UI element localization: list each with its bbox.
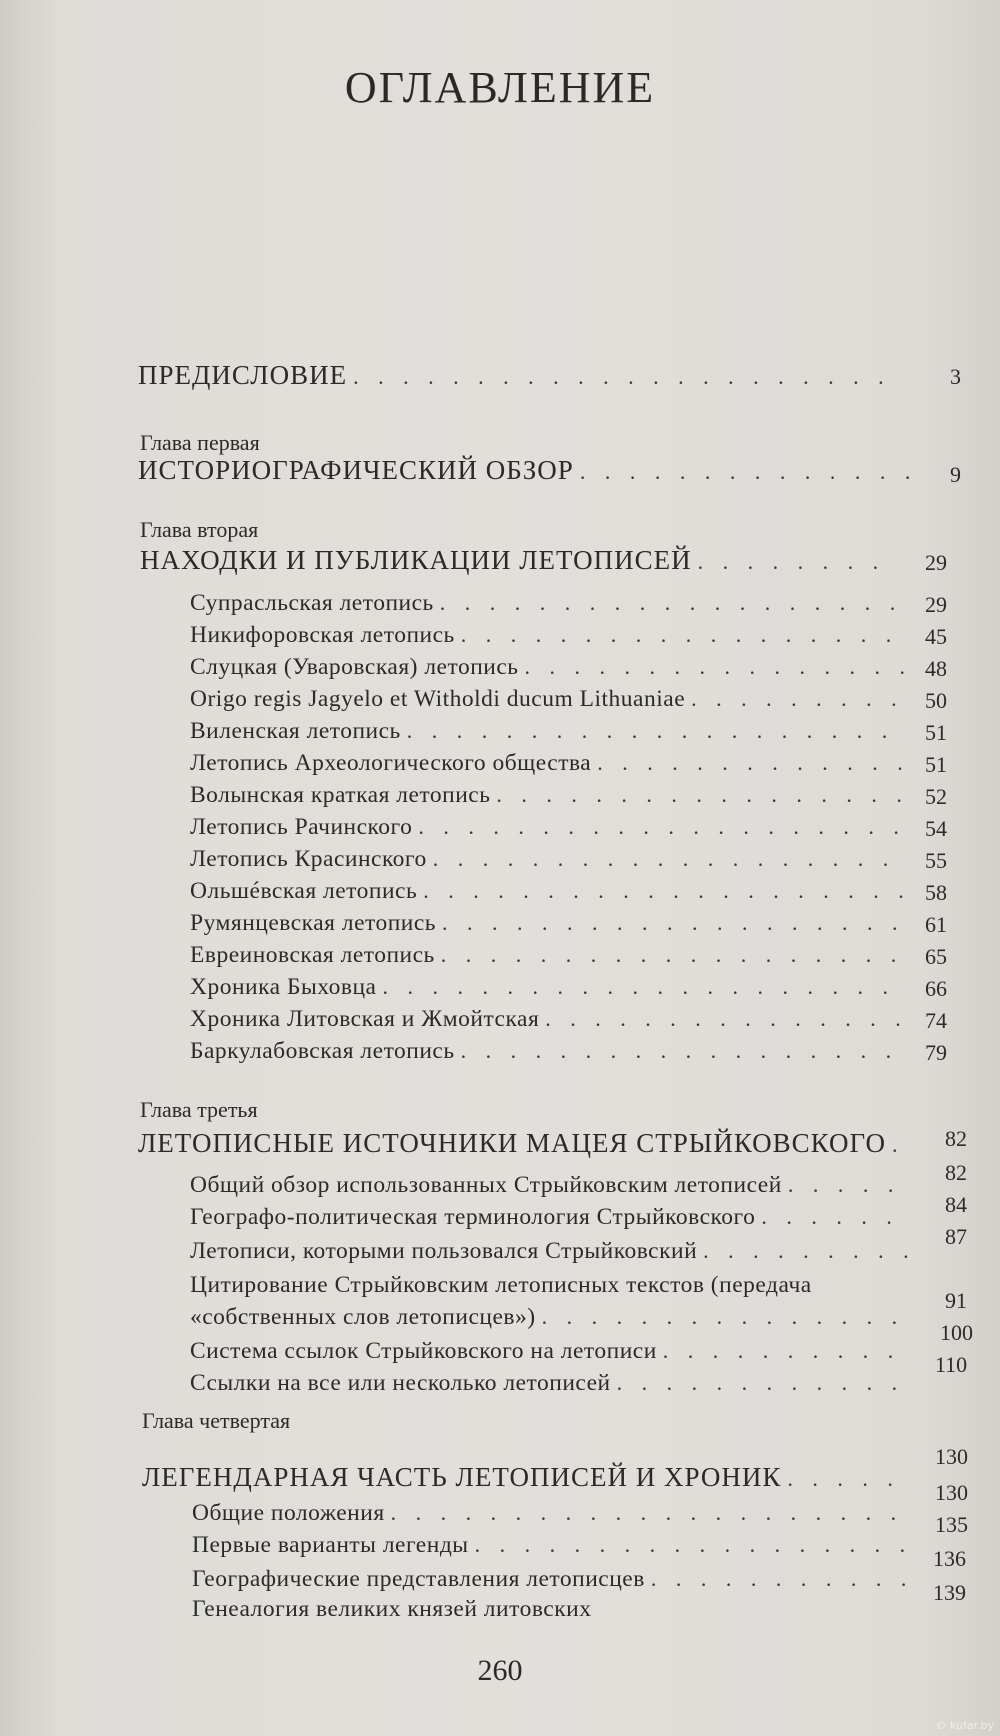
toc-entry-label: Первые варианты легенды (192, 1532, 469, 1558)
leader-dots (703, 1238, 909, 1264)
leader-dots (391, 1500, 906, 1526)
toc-entry-label: Общий обзор использованных Стрыйковским летописей (190, 1172, 782, 1198)
toc-entry (190, 1172, 915, 1199)
toc-entry-page: 58 (925, 880, 947, 905)
toc-entry-page: 91 (945, 1288, 967, 1313)
toc-entry (190, 814, 910, 841)
toc-entry-label: Географо-политическая терминология Стрыйковского (190, 1204, 756, 1230)
leader-dots (698, 549, 894, 575)
toc-entry (190, 1338, 915, 1365)
toc-entry-page: 54 (925, 816, 947, 841)
toc-entry-page: 136 (933, 1546, 966, 1571)
watermark: © kufar.by (935, 1719, 994, 1732)
leader-dots (496, 782, 904, 808)
toc-entry (190, 686, 910, 713)
toc-entry (190, 942, 910, 969)
chapter-label: Глава третья (140, 1097, 258, 1122)
toc-entry (190, 910, 910, 937)
leader-dots (892, 1132, 912, 1158)
toc-entry-page: 135 (935, 1512, 968, 1537)
leader-dots (461, 1038, 904, 1064)
toc-entry-label: Летопись Рачинского (190, 814, 413, 840)
toc-entry (190, 1304, 915, 1331)
chapter-label: Глава первая (140, 430, 260, 455)
chapter-title-row (138, 1128, 918, 1159)
toc-entry-label: Хроника Литовская и Жмойтская (190, 1006, 540, 1032)
leader-dots (407, 718, 904, 744)
toc-entry-page: 79 (925, 1040, 947, 1065)
toc-entry-label: Летопись Красинского (190, 846, 427, 872)
leader-dots (580, 459, 927, 485)
toc-entry (190, 654, 910, 681)
chapter-title: НАХОДКИ И ПУБЛИКАЦИИ ЛЕТОПИСЕЙ (140, 545, 692, 575)
leader-dots (442, 910, 904, 936)
leader-dots (418, 814, 904, 840)
toc-entry-label: Летопись Археологического общества (190, 750, 592, 776)
toc-entry-label: Виленская летопись (190, 718, 401, 744)
toc-entry (190, 782, 910, 809)
toc-preface-label: ПРЕДИСЛОВИЕ (138, 360, 348, 390)
leader-dots (475, 1532, 906, 1558)
leader-dots (433, 846, 904, 872)
toc-entry (190, 590, 910, 617)
toc-entry-label: Ольшéвская летопись (190, 878, 418, 904)
toc-entry-label: Баркулабовская летопись (190, 1038, 455, 1064)
toc-entry (190, 1038, 910, 1065)
toc-entry-page: 55 (925, 848, 947, 873)
leader-dots (382, 974, 904, 1000)
chapter-title-row (140, 545, 900, 576)
toc-entry-label: Волынская краткая летопись (190, 782, 491, 808)
leader-dots (663, 1338, 909, 1364)
toc-entry-page: 52 (925, 784, 947, 809)
toc-entry-label: Супрасльская летопись (190, 590, 434, 616)
toc-entry (190, 622, 910, 649)
toc-entry-page: 45 (925, 624, 947, 649)
toc-entry-page: 29 (925, 592, 947, 617)
leader-dots (761, 1204, 909, 1230)
chapter-page: 130 (935, 1444, 968, 1469)
toc-entry-label: Хроника Быховца (190, 974, 377, 1000)
toc-entry (190, 1370, 915, 1397)
toc-entry (190, 750, 910, 777)
chapter-label: Глава вторая (140, 517, 259, 542)
toc-entry-line: Цитирование Стрыйковским летописных текстов (передача (190, 1272, 812, 1298)
toc-entry-page: 74 (925, 1008, 947, 1033)
leader-dots (597, 750, 904, 776)
leader-dots (525, 654, 905, 680)
leader-dots (545, 1006, 904, 1032)
chapter-title: ЛЕГЕНДАРНАЯ ЧАСТЬ ЛЕТОПИСЕЙ И ХРОНИК (142, 1462, 782, 1492)
toc-entry-page: 65 (925, 944, 947, 969)
toc-entry-page: 51 (925, 720, 947, 745)
leader-dots (691, 686, 904, 712)
toc-entry-page: 139 (933, 1580, 966, 1605)
page-number: 260 (477, 1654, 523, 1687)
toc-entry-page: 130 (935, 1480, 968, 1505)
toc-entry (190, 718, 910, 745)
toc-entry (190, 1204, 915, 1231)
leader-dots (651, 1566, 906, 1592)
leader-dots (423, 878, 904, 904)
leader-dots (542, 1304, 909, 1330)
toc-entry (190, 1006, 910, 1033)
toc-entry-page: 48 (925, 656, 947, 681)
toc-preface-page: 3 (950, 364, 961, 389)
toc-entry-page: 110 (935, 1352, 968, 1377)
chapter-page: 82 (945, 1126, 967, 1151)
leader-dots (617, 1370, 909, 1396)
leader-dots (441, 942, 904, 968)
toc-entry-label: Слуцкая (Уваровская) летопись (190, 654, 519, 680)
page-title: ОГЛАВЛЕНИЕ (344, 63, 656, 112)
chapter-title: ИСТОРИОГРАФИЧЕСКИЙ ОБЗОР (138, 455, 574, 485)
chapter-label: Глава четвертая (142, 1408, 291, 1433)
toc-entry (190, 1238, 915, 1265)
chapter-title: ЛЕТОПИСНЫЕ ИСТОЧНИКИ МАЦЕЯ СТРЫЙКОВСКОГО (138, 1128, 886, 1158)
toc-entry (192, 1566, 912, 1593)
toc-entry-label: Никифоровская летопись (190, 622, 455, 648)
toc-entry-label: Евреиновская летопись (190, 942, 435, 968)
toc-preface (138, 360, 898, 391)
chapter-title-row (142, 1462, 902, 1493)
toc-entry-page: 82 (945, 1160, 967, 1185)
leader-dots (788, 1172, 909, 1198)
toc-entry-label: Система ссылок Стрыйковского на летописи (190, 1338, 657, 1364)
toc-entry (192, 1532, 912, 1559)
leader-dots (461, 622, 904, 648)
leader-dots (353, 364, 892, 390)
toc-entry-page: 66 (925, 976, 947, 1001)
toc-entry-label: Origo regis Jagyelo et Witholdi ducum Lithuaniae (190, 686, 686, 712)
toc-entry-page: 87 (945, 1224, 967, 1249)
toc-entry-label: Географические представления летописцев (192, 1566, 645, 1592)
toc-entry-label: «собственных слов летописцев») (190, 1304, 536, 1330)
toc-entry-page: 84 (945, 1192, 967, 1217)
chapter-page: 9 (950, 462, 961, 487)
toc-entry-page: 100 (940, 1320, 973, 1345)
chapter-page: 29 (925, 550, 947, 575)
toc-entry-page: 61 (925, 912, 947, 937)
toc-entry-line: Генеалогия великих князей литовских (192, 1596, 592, 1622)
toc-entry (190, 878, 910, 905)
toc-entry-page: 51 (925, 752, 947, 777)
chapter-title-row (138, 455, 933, 486)
toc-entry (192, 1500, 912, 1527)
toc-entry (190, 846, 910, 873)
toc-entry-label: Общие положения (192, 1500, 385, 1526)
leader-dots (787, 1466, 896, 1492)
toc-entry (190, 974, 910, 1001)
toc-entry-page: 50 (925, 688, 947, 713)
toc-entry-label: Румянцевская летопись (190, 910, 437, 936)
toc-entry-label: Летописи, которыми пользовался Стрыйковский (190, 1238, 698, 1264)
toc-entry-label: Ссылки на все или несколько летописей (190, 1370, 611, 1396)
leader-dots (440, 590, 904, 616)
